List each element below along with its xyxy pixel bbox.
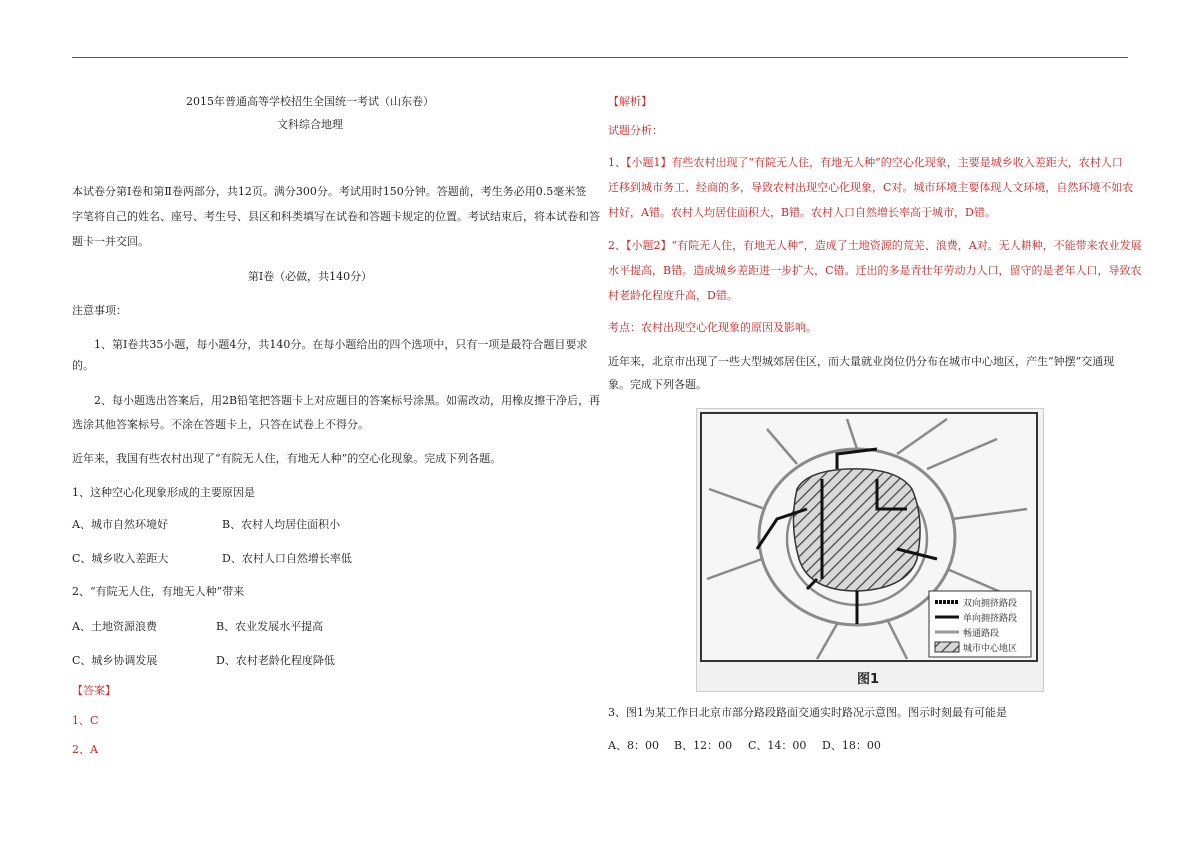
answer-item: 1、C — [72, 714, 99, 727]
legend-label: 单向拥挤路段 — [963, 614, 1018, 624]
analysis-sub: 试题分析： — [608, 124, 663, 137]
analysis-line: 水平提高，B错。造成城乡差距进一步扩大，C错。迁出的多是青壮年劳动力人口，留守的是老年人口，导致农 — [608, 264, 1142, 277]
header-rule — [72, 57, 1128, 58]
option-b: B、农业发展水平提高 — [216, 620, 324, 633]
city-center-area — [793, 469, 920, 591]
map-legend — [929, 591, 1031, 657]
analysis-line: 村好，A错。农村人均居住面积大，B错。农村人口自然增长率高于城市，D错。 — [608, 206, 996, 219]
section-title: 第Ⅰ卷（必做，共140分） — [247, 270, 373, 283]
analysis-heading: 【解析】 — [608, 95, 652, 108]
exam-subtitle: 文科综合地理 — [277, 118, 343, 131]
analysis-line: 迁移到城市务工、经商的多，导致农村出现空心化现象，C对。城市环境主要体现人文环境，自然环境不如农 — [608, 181, 1134, 194]
analysis-line: 村老龄化程度升高，D错。 — [608, 289, 738, 302]
option-b: B、12：00 — [674, 739, 733, 752]
figure-caption: 图1 — [857, 672, 880, 687]
note-line: 2、每小题选出答案后，用2B铅笔把答题卡上对应题目的答案标号涂黑。如需改动，用橡皮擦干净后，再 — [94, 394, 601, 407]
option-c: C、城乡协调发展 — [72, 654, 158, 667]
analysis-line: 1、【小题1】有些农村出现了“有院无人住，有地无人种”的空心化现象，主要是城乡收入差距大，农村人口 — [608, 156, 1123, 169]
question-stem: 1、这种空心化现象形成的主要原因是 — [72, 486, 255, 499]
option-a: A、8：00 — [608, 739, 659, 752]
intro-line: 题卡一并交回。 — [72, 235, 149, 248]
exam-title: 2015年普通高等学校招生全国统一考试（山东卷） — [186, 95, 434, 108]
option-c: C、城乡收入差距大 — [72, 552, 169, 565]
option-d: D、18：00 — [822, 739, 881, 752]
question-stem: 3、图1为某工作日北京市部分路段路面交通实时路况示意图。图示时刻最有可能是 — [608, 706, 1007, 719]
option-c: C、14：00 — [748, 739, 807, 752]
option-a: A、土地资源浪费 — [72, 620, 157, 633]
notes-heading: 注意事项： — [72, 304, 127, 317]
passage-text: 近年来，我国有些农村出现了“有院无人住，有地无人种”的空心化现象。完成下列各题。 — [72, 452, 502, 465]
option-a: A、城市自然环境好 — [72, 518, 168, 531]
intro-line: 字笔将自己的姓名、座号、考生号、县区和科类填写在试卷和答题卡规定的位置。考试结束后，将本试卷和答 — [72, 210, 600, 223]
passage-text: 象。完成下列各题。 — [608, 378, 707, 391]
passage-text: 近年来，北京市出现了一些大型城郊居住区，而大量就业岗位仍分布在城市中心地区，产生“钟摆”交通现 — [608, 355, 1115, 368]
note-line: 选涂其他答案标号。不涂在答题卡上，只答在试卷上不得分。 — [72, 418, 369, 431]
question-stem: 2、“有院无人住，有地无人种”带来 — [72, 585, 245, 598]
option-d: D、农村老龄化程度降低 — [216, 654, 335, 667]
analysis-point: 考点：农村出现空心化现象的原因及影响。 — [608, 321, 817, 334]
option-d: D、农村人口自然增长率低 — [222, 552, 352, 565]
note-line: 1、第Ⅰ卷共35小题，每小题4分，共140分。在每小题给出的四个选项中，只有一项是最符合题目要求 — [94, 338, 588, 351]
option-b: B、农村人均居住面积小 — [222, 518, 341, 531]
legend-label: 城市中心地区 — [963, 644, 1018, 654]
analysis-line: 2、【小题2】“有院无人住，有地无人种”，造成了土地资源的荒芜、浪费，A对。无人耕种，不能带来农业发展 — [608, 239, 1142, 252]
beijing-traffic-map — [696, 408, 1044, 692]
legend-label: 畅通路段 — [963, 629, 1000, 639]
answer-item: 2、A — [72, 743, 98, 756]
legend-label: 双向拥挤路段 — [963, 599, 1018, 609]
map-graphic — [697, 409, 1043, 691]
intro-line: 本试卷分第Ⅰ卷和第Ⅱ卷两部分，共12页。满分300分。考试用时150分钟。答题前，考生务必用0.5毫米签 — [72, 185, 587, 198]
note-line: 的。 — [72, 359, 94, 372]
answer-heading: 【答案】 — [72, 684, 116, 697]
